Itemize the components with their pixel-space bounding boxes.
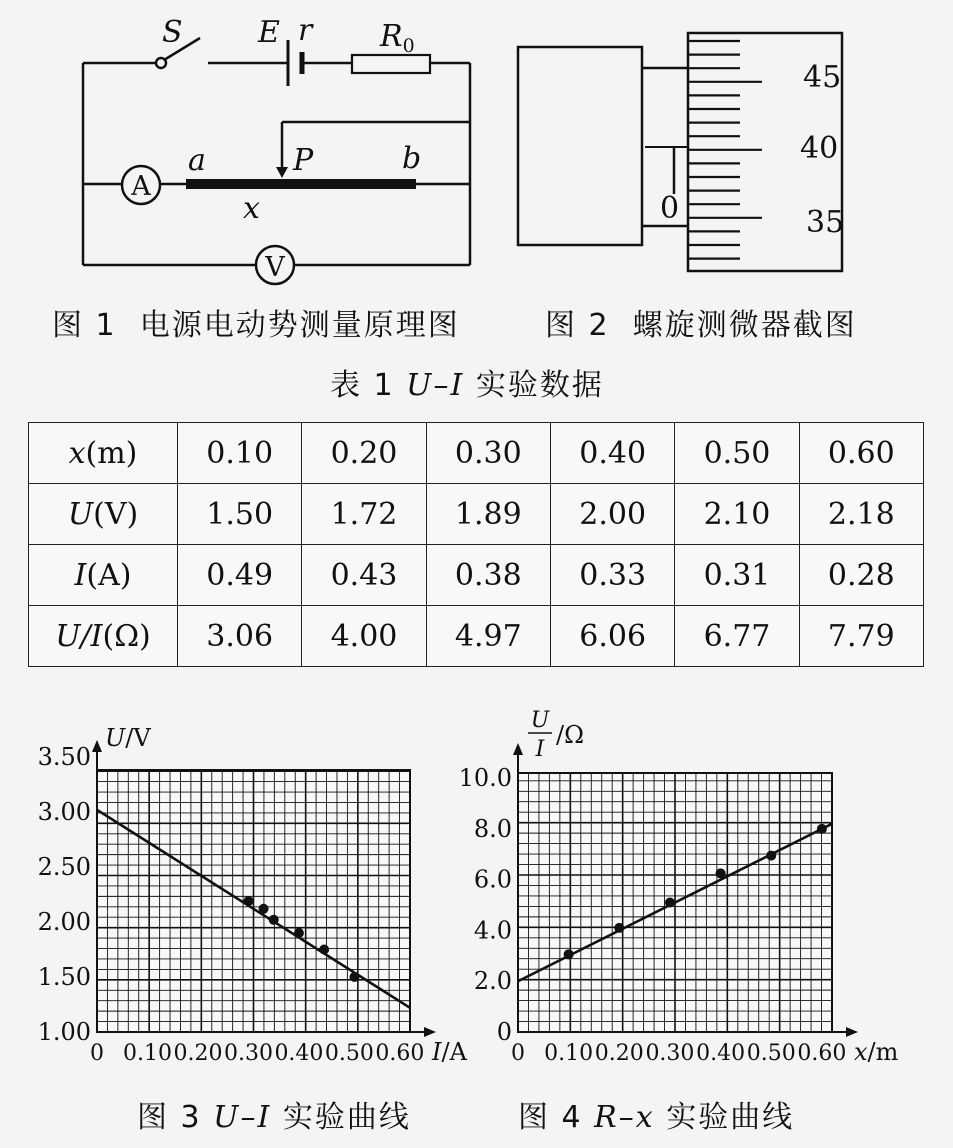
data-point <box>243 896 253 906</box>
x-tick-label: 0.10 <box>544 1041 594 1066</box>
scale-label-0: 0 <box>660 191 680 226</box>
data-point <box>817 824 827 834</box>
y-tick-label: 2.0 <box>473 967 512 996</box>
scale-label-45: 45 <box>803 60 842 95</box>
y-tick-label: 1.50 <box>37 963 91 991</box>
y-tick-label: 2.00 <box>37 908 91 936</box>
x-tick-label: 0 <box>90 1041 104 1066</box>
x-tick-label: 0.40 <box>696 1041 746 1066</box>
voltmeter-label: V <box>265 252 285 283</box>
table-row <box>29 606 924 667</box>
caption-fig1: 图 1 电源电动势测量原理图 <box>52 308 460 343</box>
table-cell: 0.10 <box>178 423 302 484</box>
table-cell: 0.38 <box>426 545 550 606</box>
table-cell: 6.77 <box>675 606 799 667</box>
table-cell: 1.50 <box>178 484 302 545</box>
table-cell: 0.49 <box>178 545 302 606</box>
y-axis-label: U/V <box>105 724 151 752</box>
table-cell: 4.00 <box>302 606 426 667</box>
y-tick-label: 3.00 <box>37 798 91 826</box>
x-axis-label: I/A <box>432 1038 467 1066</box>
table-cell: 1.89 <box>426 484 550 545</box>
svg-text:I: I <box>535 737 545 762</box>
table-cell: 7.79 <box>799 606 923 667</box>
data-table <box>28 422 924 667</box>
data-point <box>665 898 675 908</box>
x-tick-label: 0.40 <box>274 1041 324 1066</box>
table-cell: 0.60 <box>799 423 923 484</box>
label-p: P <box>293 143 314 178</box>
table-row <box>29 545 924 606</box>
x-tick-label: 0.20 <box>173 1041 223 1066</box>
x-tick-label: 0.50 <box>746 1041 796 1066</box>
table-cell: 2.10 <box>675 484 799 545</box>
table-cell: 1.72 <box>302 484 426 545</box>
x-tick-label: 0.60 <box>375 1041 425 1066</box>
y-tick-label: 6.0 <box>473 865 512 894</box>
x-tick-label: 0.20 <box>594 1041 644 1066</box>
x-tick-label: 0.30 <box>645 1041 695 1066</box>
table-row <box>29 423 924 484</box>
table-cell: 0.40 <box>550 423 674 484</box>
data-point <box>269 915 279 925</box>
data-point <box>614 923 624 933</box>
y-tick-label: 2.50 <box>37 853 91 881</box>
table-row <box>29 484 924 545</box>
data-point <box>294 928 304 938</box>
x-axis-label: x/m <box>854 1038 899 1066</box>
caption-fig3: 图 3 U–I 实验曲线 <box>137 1100 411 1135</box>
table-cell: 2.00 <box>550 484 674 545</box>
data-point <box>766 851 776 861</box>
y-tick-label: 3.50 <box>37 743 91 771</box>
row-header: U/I(Ω) <box>29 606 178 667</box>
x-tick-label: 0 <box>511 1041 525 1066</box>
row-header: I(A) <box>29 545 178 606</box>
x-tick-label: 0.30 <box>223 1041 273 1066</box>
scale-label-35: 35 <box>806 205 845 240</box>
y-tick-label: 0 <box>496 1018 512 1046</box>
table-cell: 0.28 <box>799 545 923 606</box>
row-header: x(m) <box>29 423 178 484</box>
data-point <box>716 868 726 878</box>
table-cell: 0.31 <box>675 545 799 606</box>
chart-grid <box>97 770 410 1032</box>
y-tick-label: 4.0 <box>473 916 512 945</box>
x-tick-label: 0.50 <box>324 1041 374 1066</box>
label-x: x <box>243 191 260 226</box>
svg-text:U: U <box>530 708 550 733</box>
y-tick-label: 8.0 <box>473 814 512 843</box>
y-axis-label <box>528 708 584 762</box>
x-tick-label: 0.10 <box>122 1041 172 1066</box>
data-point <box>319 945 329 955</box>
table-cell: 6.06 <box>550 606 674 667</box>
table-cell: 4.97 <box>426 606 550 667</box>
label-s: S <box>162 15 183 50</box>
label-r0: $R_0$ <box>380 19 415 57</box>
rx-chart <box>450 700 930 1070</box>
micrometer-diagram <box>500 0 860 290</box>
data-point <box>259 904 269 914</box>
svg-text:/Ω: /Ω <box>556 721 584 749</box>
caption-fig2: 图 2 螺旋测微器截图 <box>545 308 857 343</box>
y-tick-label: 1.00 <box>37 1018 91 1046</box>
x-tick-label: 0.60 <box>797 1041 847 1066</box>
label-a: a <box>188 143 206 178</box>
caption-table: 表 1 U–I 实验数据 <box>330 368 604 403</box>
table-cell: 2.18 <box>799 484 923 545</box>
caption-fig4: 图 4 R–x 实验曲线 <box>518 1100 795 1135</box>
scale-label-40: 40 <box>800 131 839 166</box>
table-cell: 0.43 <box>302 545 426 606</box>
ammeter-label: A <box>131 171 151 202</box>
data-point <box>564 949 574 959</box>
circuit-diagram <box>0 0 480 290</box>
data-point <box>349 972 359 982</box>
table-cell: 0.50 <box>675 423 799 484</box>
table-cell: 0.30 <box>426 423 550 484</box>
y-tick-label: 10.0 <box>458 764 512 793</box>
label-r: r <box>298 13 313 48</box>
label-b: b <box>402 141 422 176</box>
ui-chart <box>0 700 480 1070</box>
table-cell: 3.06 <box>178 606 302 667</box>
table-cell: 0.33 <box>550 545 674 606</box>
row-header: U(V) <box>29 484 178 545</box>
label-e: E <box>258 15 280 50</box>
table-cell: 0.20 <box>302 423 426 484</box>
